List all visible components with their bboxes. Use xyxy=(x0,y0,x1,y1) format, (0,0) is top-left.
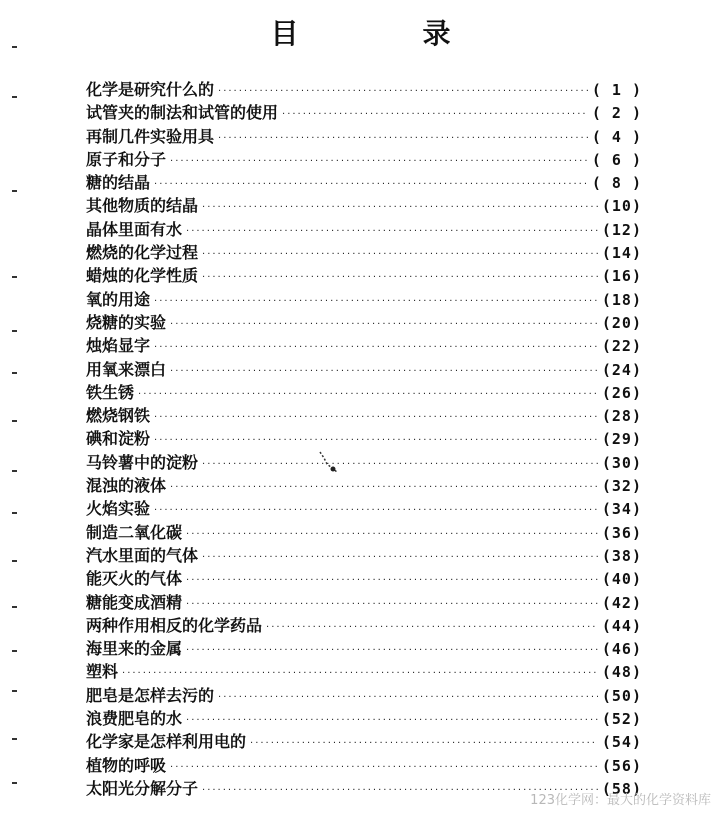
toc-entry xyxy=(86,684,642,707)
margin-tick xyxy=(12,330,17,332)
toc-entry-title: 塑料 xyxy=(86,662,119,682)
toc-entry-page: (48) xyxy=(601,663,642,682)
margin-tick xyxy=(12,276,17,278)
dot-leader xyxy=(202,453,598,476)
toc-entry-page: (24) xyxy=(601,360,642,379)
margin-tick xyxy=(12,690,17,692)
toc-entry xyxy=(86,707,642,730)
toc-entry-title: 原子和分子 xyxy=(86,149,167,169)
toc-entry-page: (20) xyxy=(601,313,642,332)
dot-leader xyxy=(154,429,598,452)
toc-entry-title: 肥皂是怎样去污的 xyxy=(86,685,215,705)
watermark: 123化学网：最大的化学资料库 xyxy=(530,793,711,808)
toc-entry xyxy=(86,660,642,683)
toc-entry xyxy=(86,334,642,357)
dot-leader xyxy=(202,196,598,219)
toc-entry-page: ( 2 ) xyxy=(591,104,642,123)
dot-leader xyxy=(218,127,588,150)
toc-entry xyxy=(86,474,642,497)
toc-entry-page: (54) xyxy=(601,733,642,752)
dot-leader xyxy=(138,383,598,406)
margin-tick xyxy=(12,606,17,608)
margin-tick xyxy=(12,420,17,422)
dot-leader xyxy=(170,756,598,779)
toc-entry-title: 碘和淀粉 xyxy=(86,429,151,449)
toc-entry xyxy=(86,591,642,614)
toc-entry xyxy=(86,381,642,404)
dot-leader xyxy=(186,593,598,616)
dot-leader xyxy=(202,546,598,569)
toc-entry-page: (58) xyxy=(601,779,642,798)
toc-entry xyxy=(86,614,642,637)
toc-entry-page: (50) xyxy=(601,686,642,705)
toc-entry xyxy=(86,451,642,474)
toc-entry-title: 蜡烛的化学性质 xyxy=(86,266,199,286)
toc-entry-title: 汽水里面的气体 xyxy=(86,545,199,565)
toc-entry-page: (18) xyxy=(601,290,642,309)
toc-entry xyxy=(86,78,642,101)
toc-entry-title: 其他物质的结晶 xyxy=(86,196,199,216)
margin-tick xyxy=(12,46,17,48)
toc-entry-page: (16) xyxy=(601,267,642,286)
margin-tick xyxy=(12,782,17,784)
toc-entry xyxy=(86,567,642,590)
dot-leader xyxy=(282,103,588,126)
toc-entry xyxy=(86,218,642,241)
toc-entry xyxy=(86,171,642,194)
toc-entry xyxy=(86,497,642,520)
toc-entry-page: (12) xyxy=(601,220,642,239)
toc-entry-page: (32) xyxy=(601,477,642,496)
toc-entry xyxy=(86,101,642,124)
dot-leader xyxy=(202,243,598,266)
margin-tick xyxy=(12,560,17,562)
toc-entry-page: (26) xyxy=(601,383,642,402)
toc-entry-page: (38) xyxy=(601,546,642,565)
dot-leader xyxy=(186,569,598,592)
toc-entry xyxy=(86,311,642,334)
toc-entry-title: 制造二氧化碳 xyxy=(86,522,183,542)
margin-tick xyxy=(12,372,17,374)
dot-leader xyxy=(154,336,598,359)
dot-leader xyxy=(154,290,598,313)
toc-entry-page: ( 4 ) xyxy=(591,127,642,146)
page-title: 目 录 xyxy=(270,17,499,50)
toc-entry-title: 燃烧的化学过程 xyxy=(86,243,199,263)
table-of-contents xyxy=(86,78,642,800)
margin-tick xyxy=(12,738,17,740)
toc-entry-page: (28) xyxy=(601,407,642,426)
margin-tick xyxy=(12,470,17,472)
toc-entry-page: ( 1 ) xyxy=(591,81,642,99)
toc-entry xyxy=(86,637,642,660)
toc-entry xyxy=(86,427,642,450)
toc-entry-title: 混浊的液体 xyxy=(86,476,167,496)
toc-entry-title: 火焰实验 xyxy=(86,499,151,519)
toc-entry-page: ( 8 ) xyxy=(591,174,642,193)
toc-entry xyxy=(86,404,642,427)
toc-entry-page: (14) xyxy=(601,244,642,263)
toc-entry-title: 植物的呼吸 xyxy=(86,755,167,775)
toc-entry-page: (30) xyxy=(601,453,642,472)
ink-smudge xyxy=(318,450,340,476)
dot-leader xyxy=(186,639,598,662)
toc-entry-title: 氧的用途 xyxy=(86,289,151,309)
toc-entry xyxy=(86,148,642,171)
dot-leader xyxy=(170,313,598,336)
toc-entry-page: (34) xyxy=(601,500,642,519)
toc-entry-page: (22) xyxy=(601,337,642,356)
dot-leader xyxy=(154,406,598,429)
dot-leader xyxy=(186,220,598,243)
toc-entry-title: 烧糖的实验 xyxy=(86,312,167,332)
toc-entry-title: 用氧来漂白 xyxy=(86,359,167,379)
dot-leader xyxy=(266,616,598,639)
toc-entry xyxy=(86,264,642,287)
toc-entry-page: (10) xyxy=(601,197,642,216)
toc-entry-title: 化学家是怎样利用电的 xyxy=(86,732,247,752)
toc-entry xyxy=(86,288,642,311)
toc-entry-title: 两种作用相反的化学药品 xyxy=(86,615,263,635)
toc-entry-title: 糖的结晶 xyxy=(86,173,151,193)
dot-leader xyxy=(202,266,598,289)
toc-entry xyxy=(86,544,642,567)
margin-tick xyxy=(12,650,17,652)
dot-leader xyxy=(170,476,598,499)
toc-entry-title: 糖能变成酒精 xyxy=(86,592,183,612)
margin-tick xyxy=(12,190,17,192)
toc-entry xyxy=(86,125,642,148)
toc-entry-page: ( 6 ) xyxy=(591,150,642,169)
toc-entry-title: 试管夹的制法和试管的使用 xyxy=(86,103,279,123)
toc-entry-page: (46) xyxy=(601,640,642,659)
toc-entry-page: (42) xyxy=(601,593,642,612)
toc-entry xyxy=(86,241,642,264)
toc-entry-title: 海里来的金属 xyxy=(86,639,183,659)
dot-leader xyxy=(154,173,588,196)
margin-tick xyxy=(12,96,17,98)
toc-entry-title: 晶体里面有水 xyxy=(86,219,183,239)
dot-leader xyxy=(250,732,598,755)
dot-leader xyxy=(218,80,588,103)
toc-entry xyxy=(86,730,642,753)
dot-leader xyxy=(170,150,588,173)
dot-leader xyxy=(122,662,598,685)
dot-leader xyxy=(170,360,598,383)
toc-entry xyxy=(86,194,642,217)
toc-entry-page: (44) xyxy=(601,616,642,635)
toc-entry-title: 铁生锈 xyxy=(86,382,135,402)
toc-entry-title: 烛焰显字 xyxy=(86,336,151,356)
toc-entry-title: 燃烧钢铁 xyxy=(86,406,151,426)
toc-entry xyxy=(86,358,642,381)
toc-entry-page: (56) xyxy=(601,756,642,775)
toc-entry-page: (36) xyxy=(601,523,642,542)
toc-entry-page: (40) xyxy=(601,570,642,589)
toc-entry-title: 浪费肥皂的水 xyxy=(86,709,183,729)
dot-leader xyxy=(218,686,598,709)
dot-leader xyxy=(186,523,598,546)
dot-leader xyxy=(154,499,598,522)
toc-entry-page: (52) xyxy=(601,710,642,729)
toc-entry xyxy=(86,521,642,544)
toc-entry-title: 能灭火的气体 xyxy=(86,569,183,589)
toc-entry-title: 化学是研究什么的 xyxy=(86,80,215,99)
margin-tick xyxy=(12,512,17,514)
dot-leader xyxy=(186,709,598,732)
toc-entry-page: (29) xyxy=(601,430,642,449)
toc-entry-title: 马铃薯中的淀粉 xyxy=(86,452,199,472)
toc-entry-title: 太阳光分解分子 xyxy=(86,778,199,798)
toc-entry-title: 再制几件实验用具 xyxy=(86,126,215,146)
toc-entry xyxy=(86,754,642,777)
